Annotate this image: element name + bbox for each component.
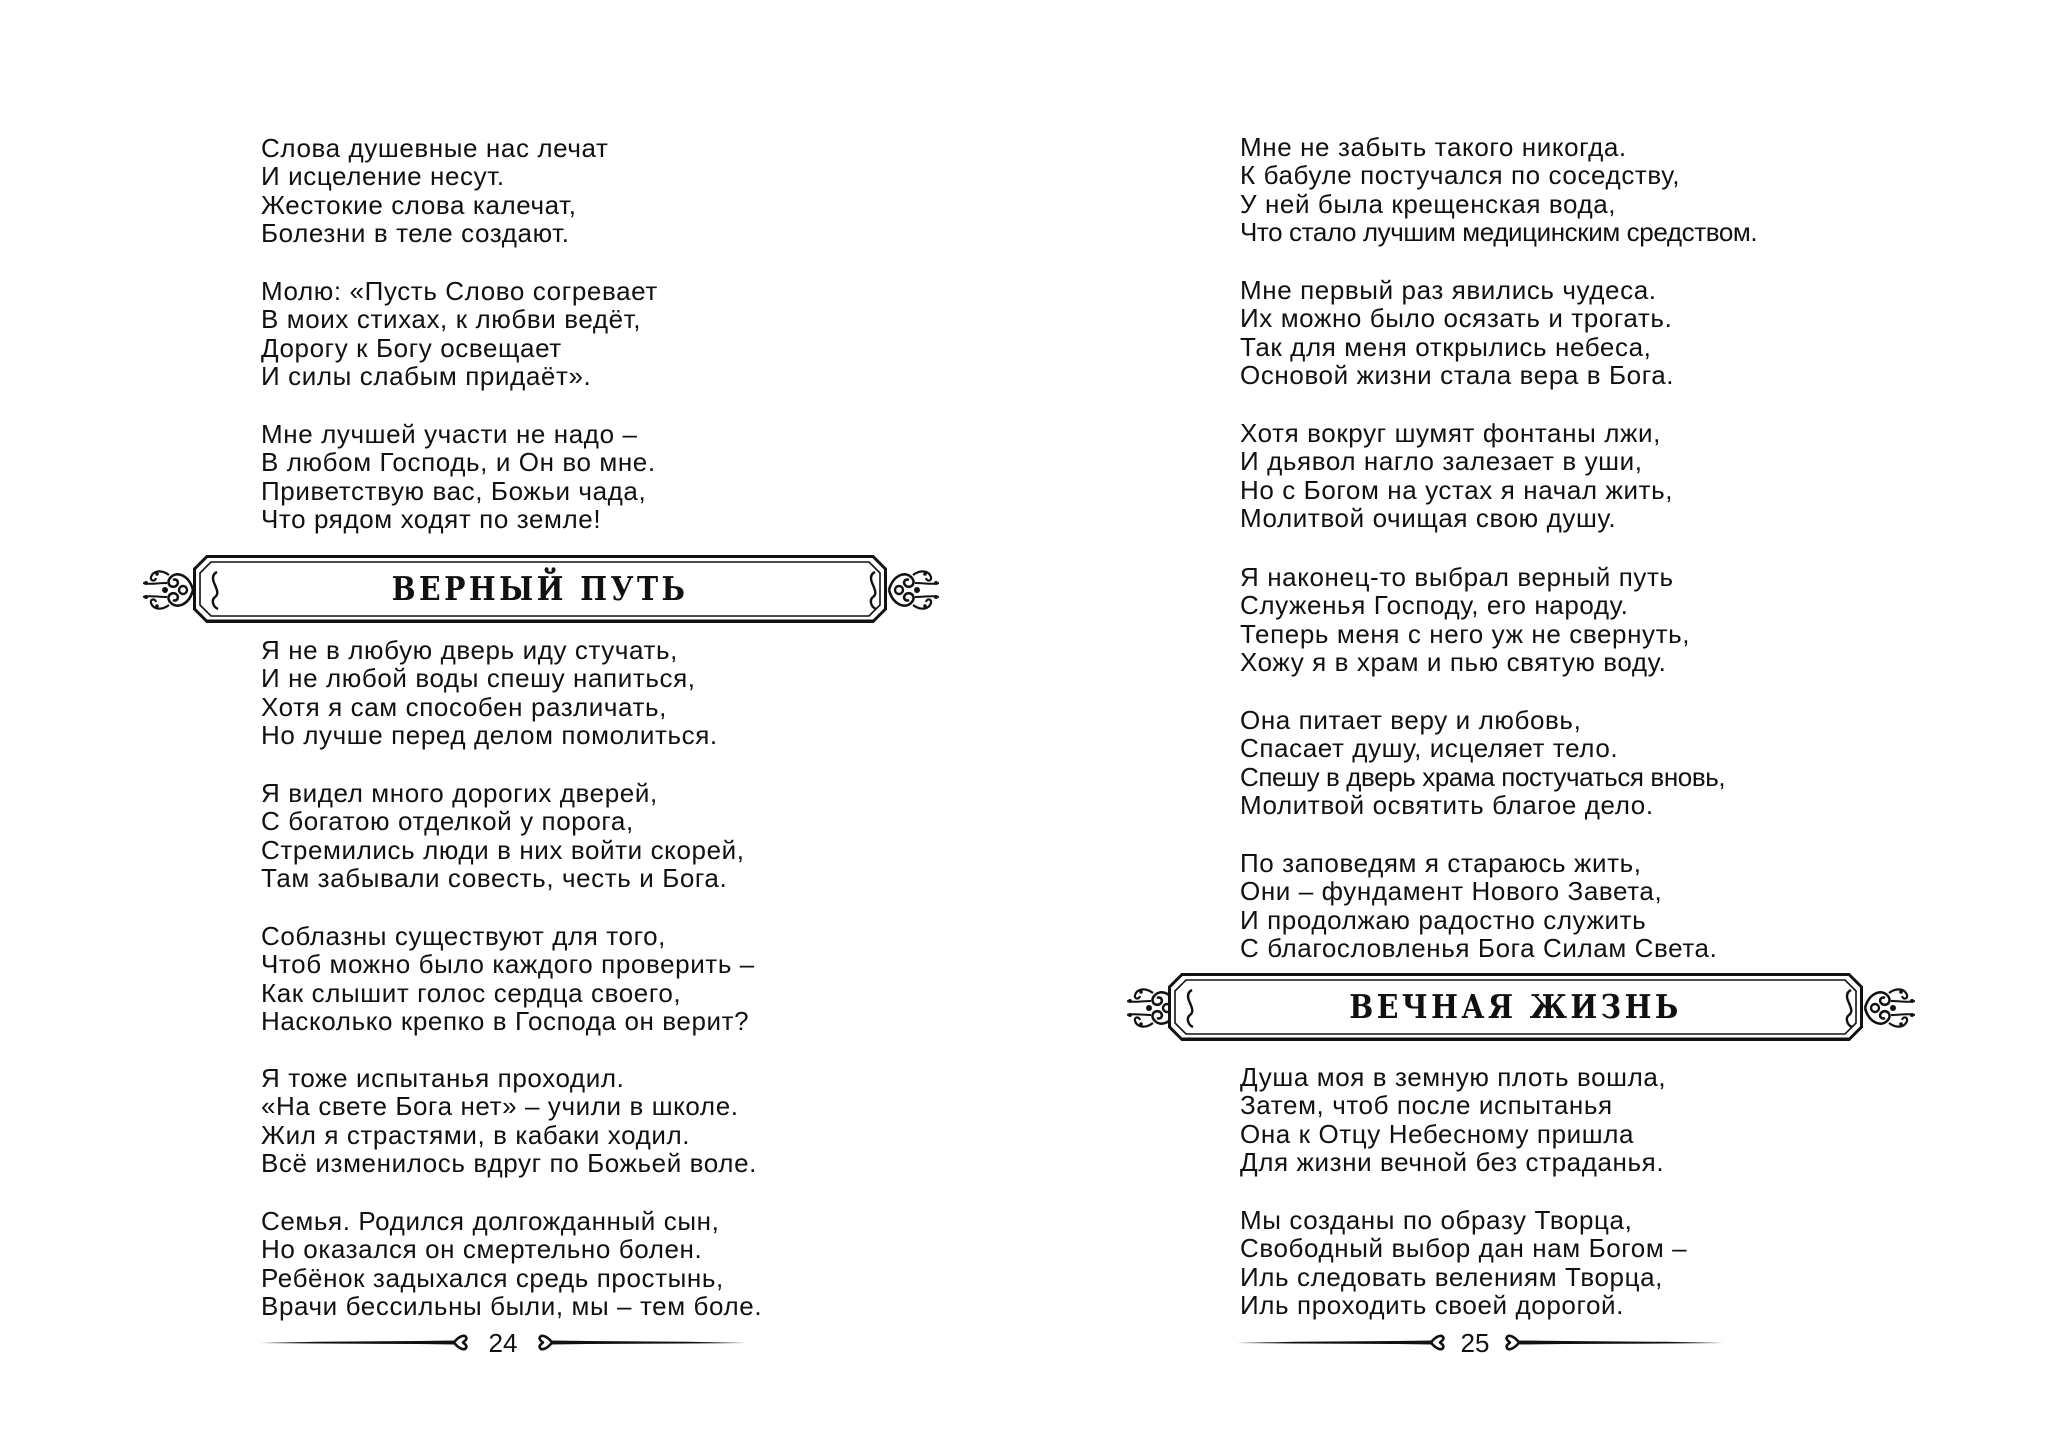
stanza — [261, 134, 609, 247]
verse-line: Для жизни вечной без страданья. — [1240, 1146, 1665, 1177]
verse-line: Мне не забыть такого никогда. — [1240, 132, 1627, 162]
verse-line: Молитвой очищая свою душу. — [1240, 502, 1617, 533]
verse-line: И силы слабым придаёт». — [261, 360, 592, 391]
page-footer — [1235, 1322, 1725, 1362]
scroll-flourish-icon — [887, 565, 939, 615]
stanza — [261, 779, 745, 892]
verse-line: И не любой воды спешу напиться, — [261, 663, 696, 694]
page-number: 25 — [1460, 1328, 1490, 1358]
verse-line: Что рядом ходят по земле! — [261, 503, 602, 534]
poem-title-banner — [193, 555, 887, 623]
scroll-flourish-icon — [143, 565, 195, 615]
verse-line: Болезни в теле создают. — [261, 217, 570, 248]
stanza — [261, 922, 755, 1035]
verse-line: К бабуле постучался по соседству, — [1240, 160, 1681, 191]
verse-line: Молю: «Пусть Слово согревает — [261, 276, 658, 306]
verse-line: Всё изменилось вдруг по Божьей воле. — [261, 1147, 757, 1178]
verse-line: Но лучше перед делом помолиться. — [261, 719, 718, 750]
verse-line: Но оказался он смертельно болен. — [261, 1234, 703, 1265]
verse-line: Хотя я сам способен различать, — [261, 691, 668, 722]
poem-title-banner — [1168, 973, 1863, 1041]
verse-line: Я видел много дорогих дверей, — [261, 778, 658, 808]
verse-line: Что стало лучшим медицинским средством. — [1240, 216, 1758, 247]
verse-line: Дорогу к Богу освещает — [261, 332, 562, 363]
verse-line: Я не в любую дверь иду стучать, — [261, 635, 679, 665]
verse-line: Иль проходить своей дорогой. — [1240, 1289, 1624, 1320]
verse-line: Душа моя в земную плоть вошла, — [1240, 1062, 1667, 1092]
stanza — [261, 1207, 762, 1320]
verse-line: Иль следовать велениям Творца, — [1240, 1261, 1663, 1292]
verse-line: Основой жизни стала вера в Бога. — [1240, 359, 1675, 390]
stanza — [1240, 1063, 1666, 1176]
verse-line: Спасает душу, исцеляет тело. — [1240, 733, 1619, 764]
verse-line: Приветствую вас, Божьи чада, — [261, 475, 647, 506]
verse-line: Затем, чтоб после испытанья — [1240, 1090, 1613, 1121]
verse-line: Хожу я в храм и пью святую воду. — [1240, 646, 1667, 677]
poem-title: ВЕЧНАЯ ЖИЗНЬ — [1349, 987, 1682, 1026]
verse-line: Соблазны существуют для того, — [261, 921, 666, 951]
verse-line: Так для меня открылись небеса, — [1240, 331, 1652, 362]
verse-line: С богатою отделкой у порога, — [261, 806, 634, 837]
verse-line: Теперь меня с него уж не свернуть, — [1240, 618, 1691, 649]
verse-line: «На свете Бога нет» – учили в школе. — [261, 1091, 739, 1122]
verse-line: Мне первый раз явились чудеса. — [1240, 275, 1657, 305]
verse-line: У ней была крещенская вода, — [1240, 188, 1617, 219]
verse-line: Спешу в дверь храма постучаться вновь, — [1240, 761, 1726, 792]
stanza — [1240, 563, 1690, 676]
verse-line: И продолжаю радостно служить — [1240, 904, 1647, 935]
verse-line: По заповедям я стараюсь жить, — [1240, 848, 1642, 878]
page-footer — [258, 1322, 748, 1362]
stanza — [261, 636, 718, 749]
verse-line: Она к Отцу Небесному пришла — [1240, 1118, 1635, 1149]
verse-line: Я наконец-то выбрал верный путь — [1240, 562, 1674, 592]
verse-line: Свободный выбор дан нам Богом – — [1240, 1233, 1688, 1264]
verse-line: В моих стихах, к любви ведёт, — [261, 304, 642, 335]
verse-line: Слова душевные нас лечат — [261, 133, 609, 163]
stanza — [261, 420, 656, 533]
stanza — [1240, 419, 1673, 532]
stanza — [1240, 133, 1757, 246]
verse-line: Служенья Господу, его народу. — [1240, 590, 1629, 621]
stanza — [261, 277, 658, 390]
verse-line: Я тоже испытанья проходил. — [261, 1063, 625, 1093]
verse-line: Их можно было осязать и трогать. — [1240, 303, 1673, 334]
verse-line: Но с Богом на устах я начал жить, — [1240, 474, 1674, 505]
verse-line: Врачи бессильны были, мы – тем боле. — [261, 1290, 763, 1321]
verse-line: Жил я страстями, в кабаки ходил. — [261, 1119, 691, 1150]
page-number: 24 — [488, 1328, 518, 1358]
right-page — [1029, 0, 2058, 1454]
verse-line: Стремились люди в них войти скорей, — [261, 834, 745, 865]
stanza — [1240, 706, 1725, 819]
verse-line: Хотя вокруг шумят фонтаны лжи, — [1240, 418, 1661, 448]
verse-line: Семья. Родился долгожданный сын, — [261, 1206, 720, 1236]
verse-line: И дьявол нагло залезает в уши, — [1240, 446, 1643, 477]
verse-line: С благословленья Бога Силам Света. — [1240, 932, 1718, 963]
stanza — [261, 1064, 757, 1177]
verse-line: В любом Господь, и Он во мне. — [261, 447, 656, 478]
poem-title: ВЕРНЫЙ ПУТЬ — [391, 569, 689, 608]
verse-line: Она питает веру и любовь, — [1240, 705, 1582, 735]
verse-line: Насколько крепко в Господа он верит? — [261, 1005, 750, 1036]
verse-line: Как слышит голос сердца своего, — [261, 977, 682, 1008]
stanza — [1240, 849, 1717, 962]
verse-line: Ребёнок задыхался средь простынь, — [261, 1262, 724, 1293]
verse-line: Молитвой освятить благое дело. — [1240, 789, 1654, 820]
scroll-flourish-icon — [1863, 983, 1915, 1033]
verse-line: Мы созданы по образу Творца, — [1240, 1205, 1633, 1235]
verse-line: Там забывали совесть, честь и Бога. — [261, 862, 728, 893]
verse-line: Жестокие слова калечат, — [261, 189, 577, 220]
verse-line: И исцеление несут. — [261, 161, 505, 192]
stanza — [1240, 1206, 1687, 1319]
stanza — [1240, 276, 1674, 389]
verse-line: Мне лучшей участи не надо – — [261, 419, 638, 449]
verse-line: Чтоб можно было каждого проверить – — [261, 949, 755, 980]
verse-line: Они – фундамент Нового Завета, — [1240, 876, 1663, 907]
